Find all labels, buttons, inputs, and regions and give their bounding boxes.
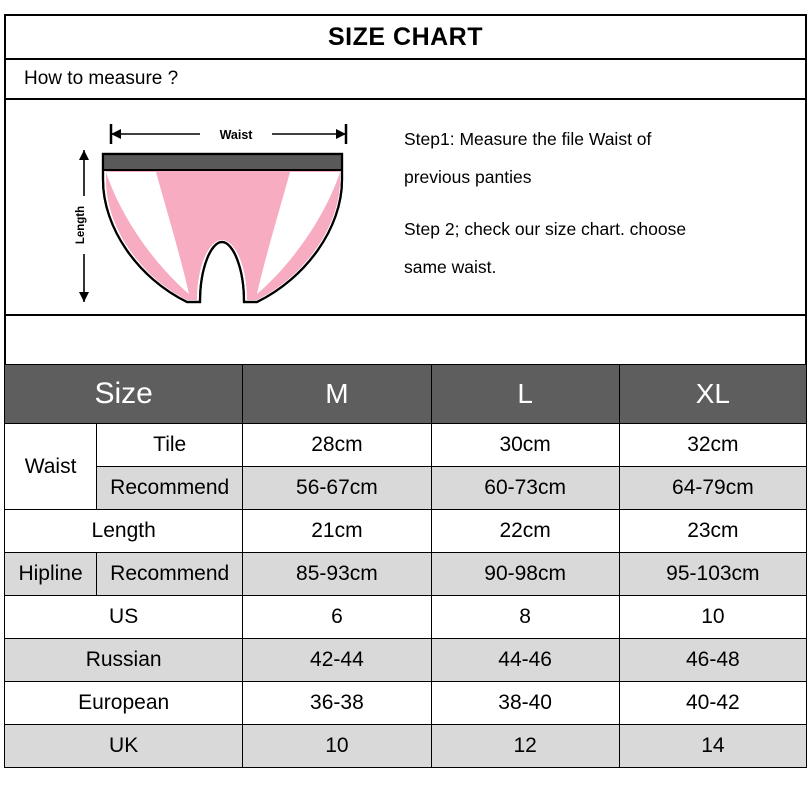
- cell-waist-tile-l: 30cm: [431, 424, 619, 467]
- row-sublabel-tile: Tile: [97, 424, 243, 467]
- step-2-line-1: Step 2; check our size chart. choose: [404, 219, 687, 239]
- cell-russian-xl: 46-48: [619, 639, 806, 682]
- table-row: [5, 553, 807, 596]
- cell-us-xl: 10: [619, 596, 806, 639]
- length-label: Length: [75, 205, 87, 245]
- header-xl: XL: [619, 365, 806, 424]
- cell-hipline-xl: 95-103cm: [619, 553, 806, 596]
- cell-waist-rec-m: 56-67cm: [243, 467, 431, 510]
- header-size: Size: [5, 365, 243, 424]
- row-label-uk: UK: [5, 725, 243, 768]
- row-label-european: European: [5, 682, 243, 725]
- title-bar: [4, 14, 807, 58]
- table-row: [5, 682, 807, 725]
- header-m: M: [243, 365, 431, 424]
- measure-steps: [404, 120, 784, 300]
- cell-uk-m: 10: [243, 725, 431, 768]
- table-row: [5, 639, 807, 682]
- cell-length-xl: 23cm: [619, 510, 806, 553]
- row-sublabel-waist-recommend: Recommend: [97, 467, 243, 510]
- cell-hipline-l: 90-98cm: [431, 553, 619, 596]
- page-title: SIZE CHART: [328, 22, 483, 51]
- illustration-panel: [4, 100, 807, 316]
- how-to-measure-bar: [4, 58, 807, 100]
- cell-waist-tile-xl: 32cm: [619, 424, 806, 467]
- cell-european-l: 38-40: [431, 682, 619, 725]
- panel-table-spacer: [4, 316, 807, 364]
- cell-uk-l: 12: [431, 725, 619, 768]
- how-to-measure-label: How to measure ?: [24, 68, 179, 89]
- table-row: [5, 467, 807, 510]
- cell-uk-xl: 14: [619, 725, 806, 768]
- cell-waist-rec-xl: 64-79cm: [619, 467, 806, 510]
- header-l: L: [431, 365, 619, 424]
- row-label-length: Length: [5, 510, 243, 553]
- cell-european-m: 36-38: [243, 682, 431, 725]
- cell-waist-rec-l: 60-73cm: [431, 467, 619, 510]
- table-row: [5, 424, 807, 467]
- size-table: [4, 364, 807, 768]
- cell-length-m: 21cm: [243, 510, 431, 553]
- cell-waist-tile-m: 28cm: [243, 424, 431, 467]
- step-1-line-2: previous panties: [404, 167, 532, 187]
- row-sublabel-hipline-recommend: Recommend: [97, 553, 243, 596]
- step-1-line-1: Step1: Measure the file Waist of: [404, 129, 652, 149]
- panties-diagram: [61, 108, 361, 308]
- cell-length-l: 22cm: [431, 510, 619, 553]
- cell-hipline-m: 85-93cm: [243, 553, 431, 596]
- row-label-russian: Russian: [5, 639, 243, 682]
- table-header-row: [5, 365, 807, 424]
- table-row: [5, 510, 807, 553]
- table-row: [5, 725, 807, 768]
- table-row: [5, 596, 807, 639]
- cell-us-m: 6: [243, 596, 431, 639]
- step-2-line-2: same waist.: [404, 257, 497, 277]
- cell-russian-l: 44-46: [431, 639, 619, 682]
- waist-label: Waist: [219, 128, 253, 142]
- cell-russian-m: 42-44: [243, 639, 431, 682]
- row-label-hipline: Hipline: [5, 553, 97, 596]
- cell-us-l: 8: [431, 596, 619, 639]
- row-label-us: US: [5, 596, 243, 639]
- row-label-waist: Waist: [5, 424, 97, 510]
- cell-european-xl: 40-42: [619, 682, 806, 725]
